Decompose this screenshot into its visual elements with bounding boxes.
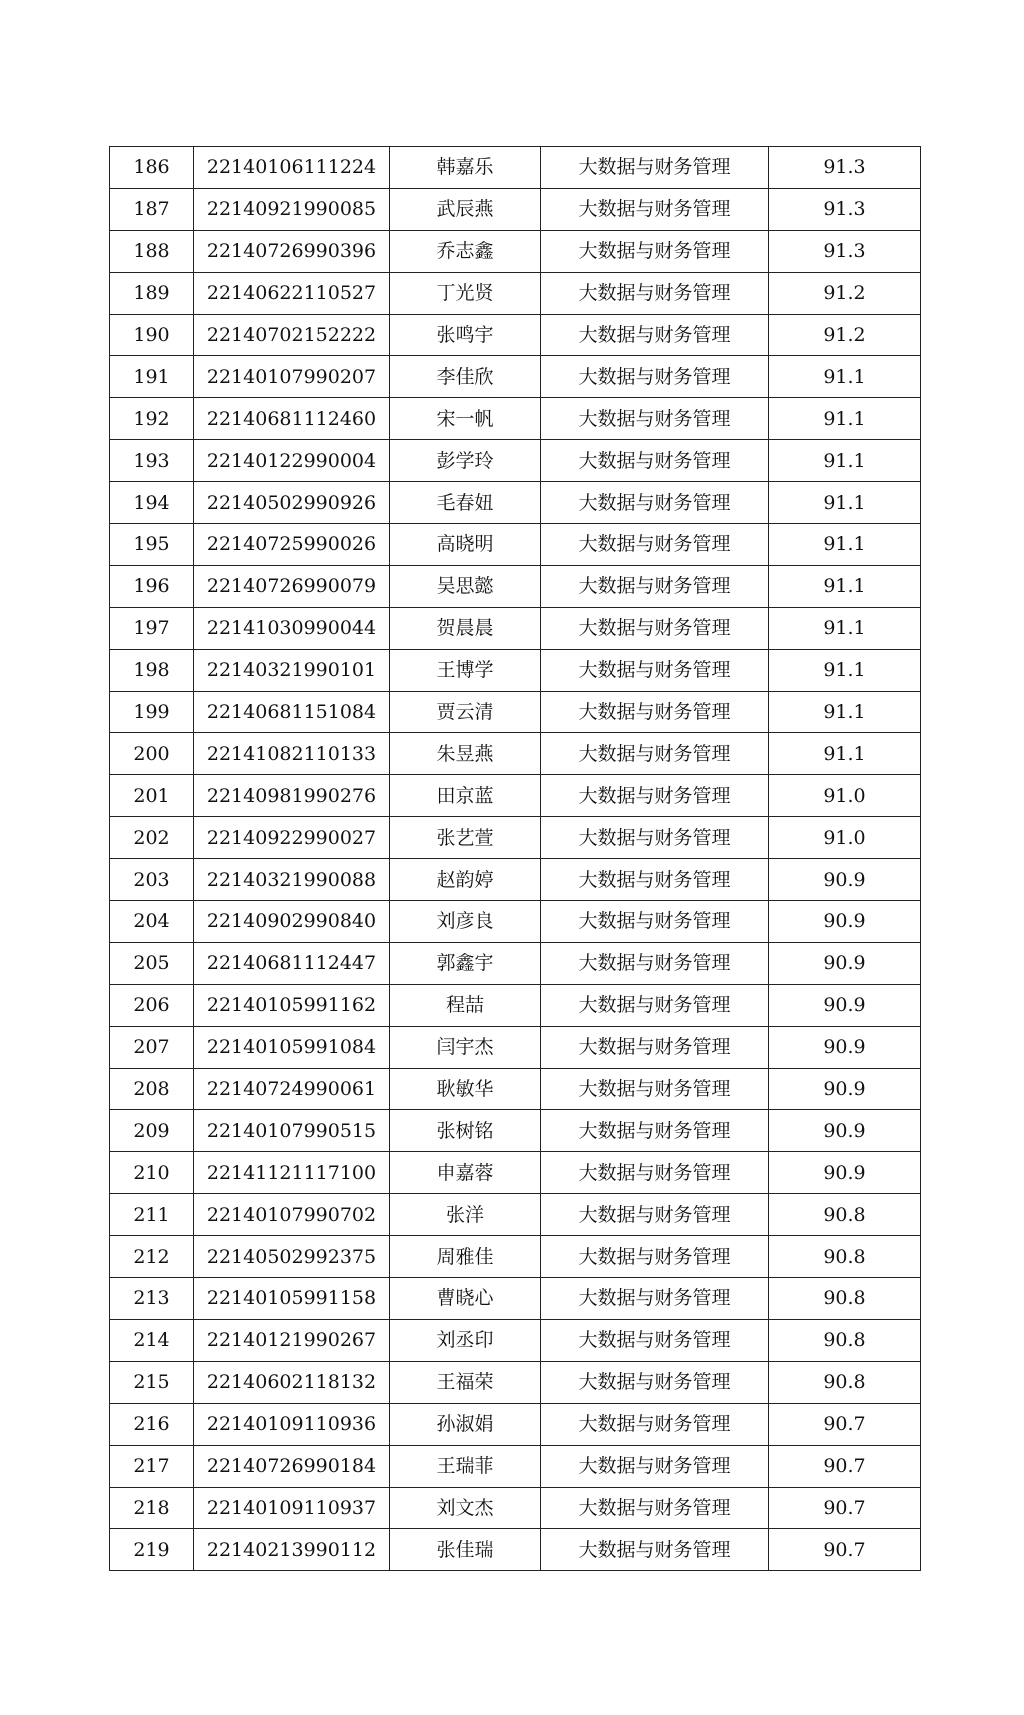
score-cell: 90.7 — [769, 1403, 921, 1445]
row-number-cell: 203 — [110, 859, 194, 901]
exam-id-cell: 22140622110527 — [194, 272, 390, 314]
row-number-cell: 186 — [110, 147, 194, 189]
score-cell: 90.9 — [769, 859, 921, 901]
exam-id-cell: 22140681151084 — [194, 691, 390, 733]
exam-id-cell: 22140602118132 — [194, 1361, 390, 1403]
table-row — [110, 775, 921, 817]
row-number-cell: 209 — [110, 1110, 194, 1152]
score-cell: 91.1 — [769, 524, 921, 566]
major-cell: 大数据与财务管理 — [541, 607, 769, 649]
major-cell: 大数据与财务管理 — [541, 230, 769, 272]
major-cell: 大数据与财务管理 — [541, 984, 769, 1026]
major-cell: 大数据与财务管理 — [541, 314, 769, 356]
row-number-cell: 215 — [110, 1361, 194, 1403]
table-row — [110, 565, 921, 607]
score-cell: 91.1 — [769, 649, 921, 691]
table-row — [110, 482, 921, 524]
exam-id-cell: 22140681112460 — [194, 398, 390, 440]
exam-id-cell: 22140321990088 — [194, 859, 390, 901]
exam-id-cell: 22140681112447 — [194, 942, 390, 984]
exam-id-cell: 22140107990515 — [194, 1110, 390, 1152]
table-row — [110, 1529, 921, 1571]
major-cell: 大数据与财务管理 — [541, 440, 769, 482]
score-cell: 90.8 — [769, 1361, 921, 1403]
exam-id-cell: 22140902990840 — [194, 901, 390, 943]
score-cell: 90.9 — [769, 984, 921, 1026]
student-name-cell: 张鸣宇 — [390, 314, 541, 356]
score-cell: 91.1 — [769, 398, 921, 440]
table-row — [110, 733, 921, 775]
row-number-cell: 218 — [110, 1487, 194, 1529]
student-name-cell: 高晓明 — [390, 524, 541, 566]
exam-id-cell: 22140702152222 — [194, 314, 390, 356]
table-row — [110, 1026, 921, 1068]
table-row — [110, 398, 921, 440]
exam-id-cell: 22140107990702 — [194, 1194, 390, 1236]
table-row — [110, 859, 921, 901]
score-cell: 91.1 — [769, 691, 921, 733]
student-name-cell: 张艺萱 — [390, 817, 541, 859]
major-cell: 大数据与财务管理 — [541, 1152, 769, 1194]
exam-id-cell: 22140321990101 — [194, 649, 390, 691]
exam-id-cell: 22140105991084 — [194, 1026, 390, 1068]
table-row — [110, 440, 921, 482]
major-cell: 大数据与财务管理 — [541, 1319, 769, 1361]
major-cell: 大数据与财务管理 — [541, 859, 769, 901]
score-cell: 90.8 — [769, 1319, 921, 1361]
student-name-cell: 张洋 — [390, 1194, 541, 1236]
exam-id-cell: 22140122990004 — [194, 440, 390, 482]
row-number-cell: 204 — [110, 901, 194, 943]
major-cell: 大数据与财务管理 — [541, 942, 769, 984]
row-number-cell: 192 — [110, 398, 194, 440]
table-row — [110, 1068, 921, 1110]
major-cell: 大数据与财务管理 — [541, 1487, 769, 1529]
score-cell: 90.7 — [769, 1529, 921, 1571]
score-cell: 91.1 — [769, 733, 921, 775]
score-cell: 91.1 — [769, 482, 921, 524]
student-name-cell: 彭学玲 — [390, 440, 541, 482]
table-row — [110, 1236, 921, 1278]
table-row — [110, 901, 921, 943]
table-row — [110, 1278, 921, 1320]
table-row — [110, 272, 921, 314]
student-name-cell: 申嘉蓉 — [390, 1152, 541, 1194]
exam-id-cell: 22140502992375 — [194, 1236, 390, 1278]
major-cell: 大数据与财务管理 — [541, 1403, 769, 1445]
exam-id-cell: 22140121990267 — [194, 1319, 390, 1361]
major-cell: 大数据与财务管理 — [541, 901, 769, 943]
score-cell: 90.9 — [769, 1068, 921, 1110]
student-name-cell: 周雅佳 — [390, 1236, 541, 1278]
score-cell: 90.9 — [769, 1152, 921, 1194]
major-cell: 大数据与财务管理 — [541, 1026, 769, 1068]
row-number-cell: 194 — [110, 482, 194, 524]
row-number-cell: 205 — [110, 942, 194, 984]
major-cell: 大数据与财务管理 — [541, 1068, 769, 1110]
row-number-cell: 196 — [110, 565, 194, 607]
score-cell: 90.7 — [769, 1487, 921, 1529]
table-row — [110, 1361, 921, 1403]
exam-id-cell: 22140725990026 — [194, 524, 390, 566]
row-number-cell: 202 — [110, 817, 194, 859]
row-number-cell: 191 — [110, 356, 194, 398]
row-number-cell: 189 — [110, 272, 194, 314]
table-row — [110, 188, 921, 230]
student-name-cell: 毛春妞 — [390, 482, 541, 524]
major-cell: 大数据与财务管理 — [541, 775, 769, 817]
score-cell: 91.2 — [769, 272, 921, 314]
student-name-cell: 武辰燕 — [390, 188, 541, 230]
score-cell: 91.1 — [769, 607, 921, 649]
row-number-cell: 213 — [110, 1278, 194, 1320]
row-number-cell: 199 — [110, 691, 194, 733]
student-name-cell: 宋一帆 — [390, 398, 541, 440]
row-number-cell: 197 — [110, 607, 194, 649]
major-cell: 大数据与财务管理 — [541, 691, 769, 733]
major-cell: 大数据与财务管理 — [541, 272, 769, 314]
student-name-cell: 张佳瑞 — [390, 1529, 541, 1571]
major-cell: 大数据与财务管理 — [541, 733, 769, 775]
score-cell: 91.3 — [769, 147, 921, 189]
score-cell: 91.0 — [769, 775, 921, 817]
student-name-cell: 张树铭 — [390, 1110, 541, 1152]
row-number-cell: 187 — [110, 188, 194, 230]
table-row — [110, 356, 921, 398]
score-cell: 91.1 — [769, 565, 921, 607]
student-name-cell: 刘彦良 — [390, 901, 541, 943]
major-cell: 大数据与财务管理 — [541, 398, 769, 440]
exam-id-cell: 22140981990276 — [194, 775, 390, 817]
student-name-cell: 曹晓心 — [390, 1278, 541, 1320]
exam-id-cell: 22140726990396 — [194, 230, 390, 272]
table-row — [110, 1487, 921, 1529]
table-row — [110, 1194, 921, 1236]
table-row — [110, 1403, 921, 1445]
major-cell: 大数据与财务管理 — [541, 1445, 769, 1487]
student-name-cell: 刘文杰 — [390, 1487, 541, 1529]
table-row — [110, 230, 921, 272]
score-cell: 91.1 — [769, 440, 921, 482]
score-cell: 90.9 — [769, 901, 921, 943]
student-name-cell: 丁光贤 — [390, 272, 541, 314]
table-row — [110, 942, 921, 984]
student-name-cell: 耿敏华 — [390, 1068, 541, 1110]
exam-id-cell: 22140105991162 — [194, 984, 390, 1026]
student-name-cell: 郭鑫宇 — [390, 942, 541, 984]
major-cell: 大数据与财务管理 — [541, 565, 769, 607]
table-row — [110, 314, 921, 356]
row-number-cell: 190 — [110, 314, 194, 356]
major-cell: 大数据与财务管理 — [541, 1194, 769, 1236]
table-row — [110, 817, 921, 859]
exam-id-cell: 22141082110133 — [194, 733, 390, 775]
student-name-cell: 贾云清 — [390, 691, 541, 733]
table-row — [110, 1152, 921, 1194]
table-row — [110, 1445, 921, 1487]
student-name-cell: 王博学 — [390, 649, 541, 691]
table-row — [110, 1110, 921, 1152]
exam-id-cell: 22141030990044 — [194, 607, 390, 649]
student-name-cell: 朱昱燕 — [390, 733, 541, 775]
score-cell: 90.8 — [769, 1236, 921, 1278]
student-name-cell: 乔志鑫 — [390, 230, 541, 272]
table-row — [110, 649, 921, 691]
student-name-cell: 闫宇杰 — [390, 1026, 541, 1068]
exam-id-cell: 22140922990027 — [194, 817, 390, 859]
student-name-cell: 贺晨晨 — [390, 607, 541, 649]
row-number-cell: 217 — [110, 1445, 194, 1487]
exam-id-cell: 22140109110937 — [194, 1487, 390, 1529]
score-cell: 91.3 — [769, 230, 921, 272]
row-number-cell: 212 — [110, 1236, 194, 1278]
table-row — [110, 1319, 921, 1361]
row-number-cell: 200 — [110, 733, 194, 775]
score-table — [109, 146, 921, 1571]
exam-id-cell: 22140502990926 — [194, 482, 390, 524]
row-number-cell: 188 — [110, 230, 194, 272]
score-cell: 91.2 — [769, 314, 921, 356]
exam-id-cell: 22141121117100 — [194, 1152, 390, 1194]
major-cell: 大数据与财务管理 — [541, 188, 769, 230]
exam-id-cell: 22140726990079 — [194, 565, 390, 607]
student-name-cell: 韩嘉乐 — [390, 147, 541, 189]
table-row — [110, 147, 921, 189]
score-cell: 91.1 — [769, 356, 921, 398]
student-name-cell: 刘丞印 — [390, 1319, 541, 1361]
major-cell: 大数据与财务管理 — [541, 356, 769, 398]
major-cell: 大数据与财务管理 — [541, 524, 769, 566]
row-number-cell: 219 — [110, 1529, 194, 1571]
student-name-cell: 田京蓝 — [390, 775, 541, 817]
table-row — [110, 607, 921, 649]
student-name-cell: 程喆 — [390, 984, 541, 1026]
score-cell: 90.7 — [769, 1445, 921, 1487]
table-row — [110, 524, 921, 566]
student-name-cell: 孙淑娟 — [390, 1403, 541, 1445]
row-number-cell: 206 — [110, 984, 194, 1026]
score-cell: 90.9 — [769, 942, 921, 984]
student-name-cell: 赵韵婷 — [390, 859, 541, 901]
major-cell: 大数据与财务管理 — [541, 649, 769, 691]
major-cell: 大数据与财务管理 — [541, 147, 769, 189]
row-number-cell: 214 — [110, 1319, 194, 1361]
student-name-cell: 王福荣 — [390, 1361, 541, 1403]
row-number-cell: 208 — [110, 1068, 194, 1110]
score-cell: 90.9 — [769, 1026, 921, 1068]
major-cell: 大数据与财务管理 — [541, 1278, 769, 1320]
student-name-cell: 吴思懿 — [390, 565, 541, 607]
score-cell: 90.8 — [769, 1278, 921, 1320]
major-cell: 大数据与财务管理 — [541, 1361, 769, 1403]
row-number-cell: 216 — [110, 1403, 194, 1445]
major-cell: 大数据与财务管理 — [541, 817, 769, 859]
exam-id-cell: 22140107990207 — [194, 356, 390, 398]
exam-id-cell: 22140921990085 — [194, 188, 390, 230]
row-number-cell: 201 — [110, 775, 194, 817]
exam-id-cell: 22140726990184 — [194, 1445, 390, 1487]
row-number-cell: 198 — [110, 649, 194, 691]
table-row — [110, 984, 921, 1026]
exam-id-cell: 22140724990061 — [194, 1068, 390, 1110]
row-number-cell: 195 — [110, 524, 194, 566]
score-cell: 90.8 — [769, 1194, 921, 1236]
score-cell: 91.0 — [769, 817, 921, 859]
major-cell: 大数据与财务管理 — [541, 482, 769, 524]
major-cell: 大数据与财务管理 — [541, 1110, 769, 1152]
score-cell: 91.3 — [769, 188, 921, 230]
score-cell: 90.9 — [769, 1110, 921, 1152]
exam-id-cell: 22140213990112 — [194, 1529, 390, 1571]
score-table-body — [110, 147, 921, 1571]
exam-id-cell: 22140106111224 — [194, 147, 390, 189]
row-number-cell: 193 — [110, 440, 194, 482]
row-number-cell: 210 — [110, 1152, 194, 1194]
major-cell: 大数据与财务管理 — [541, 1529, 769, 1571]
row-number-cell: 207 — [110, 1026, 194, 1068]
exam-id-cell: 22140105991158 — [194, 1278, 390, 1320]
student-name-cell: 王瑞菲 — [390, 1445, 541, 1487]
table-row — [110, 691, 921, 733]
major-cell: 大数据与财务管理 — [541, 1236, 769, 1278]
row-number-cell: 211 — [110, 1194, 194, 1236]
exam-id-cell: 22140109110936 — [194, 1403, 390, 1445]
student-name-cell: 李佳欣 — [390, 356, 541, 398]
